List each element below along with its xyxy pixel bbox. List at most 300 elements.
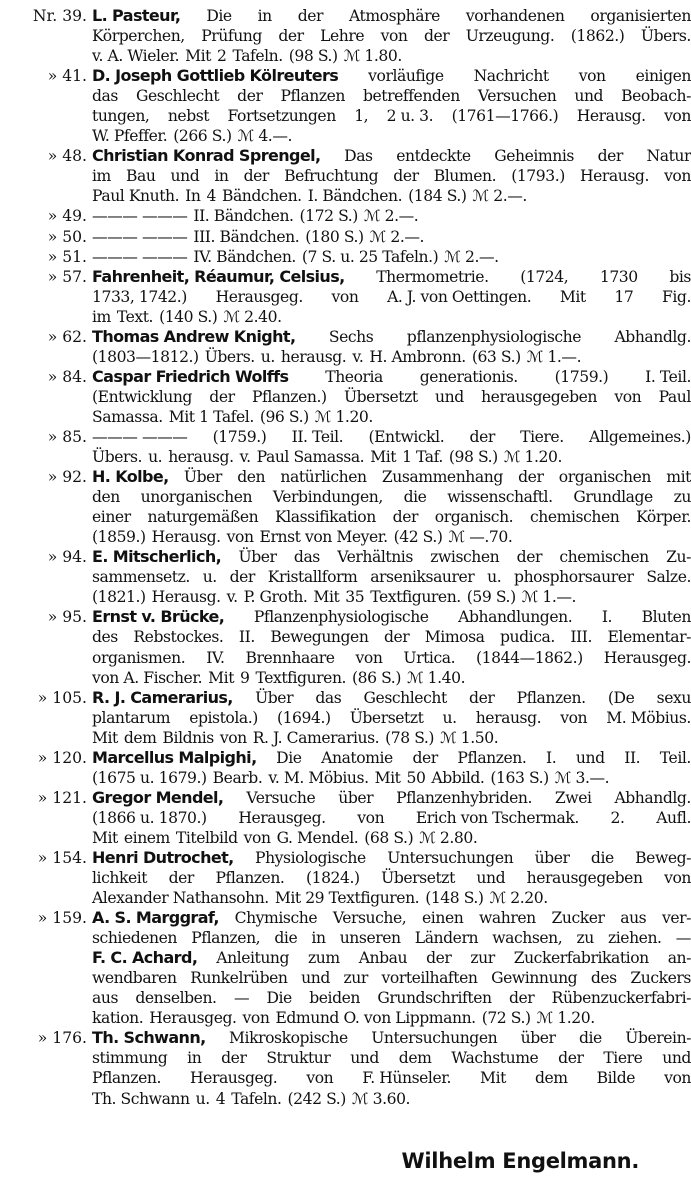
- entry-word: Zuckerfabrikation: [513, 949, 649, 968]
- author-name: Marcellus Malpighi,: [92, 747, 257, 767]
- entry-word: Untersuchungen: [387, 848, 514, 867]
- entry-word: unseren: [339, 929, 401, 948]
- entry-word: Übersetzt: [381, 869, 455, 888]
- author-name: E. Mitscherlich,: [92, 547, 222, 567]
- entry-word: aus: [620, 909, 647, 928]
- entry-word: 4: [206, 187, 216, 206]
- entry-number: » 121.: [37, 788, 87, 807]
- entry-word: herausg.: [280, 347, 347, 366]
- entry-word: der: [168, 869, 194, 888]
- entry-word: W. Pfeffer.: [92, 127, 168, 146]
- entry-word: in: [311, 929, 326, 948]
- entry-word: ℳ 1.40.: [406, 668, 466, 687]
- entry-word: Chymische: [234, 909, 318, 928]
- entry-word: (1759.): [212, 427, 267, 446]
- entry-number: » 95.: [47, 608, 87, 627]
- entry-line: [92, 788, 691, 808]
- entry-word: Übersetzt: [343, 387, 418, 406]
- entry-word: vorläufige: [368, 67, 444, 86]
- entry-word: Übersetzt: [349, 708, 424, 727]
- entry-word: Versuche: [246, 788, 316, 807]
- entry-word: Herausgeg.: [238, 808, 326, 827]
- entry-word: IV. Bändchen.: [193, 247, 296, 266]
- entry-word: der: [597, 147, 623, 166]
- entry-word: ℳ 2.—.: [363, 207, 419, 226]
- entry-word: Struktur: [266, 1049, 331, 1068]
- entry-word: Über: [255, 688, 294, 707]
- author-name: Fahrenheit, Réaumur, Celsius,: [92, 266, 345, 286]
- entry-word: III. Bändchen.: [193, 227, 300, 246]
- catalog-entry: [0, 146, 691, 206]
- entry-word: dem: [398, 1049, 432, 1068]
- entry-word: Grundlage: [573, 488, 653, 507]
- entry-word: wahren: [479, 909, 536, 928]
- entry-word: Körperchen,: [92, 27, 185, 46]
- entry-line: [92, 527, 691, 547]
- entry-word: I. Teil.: [645, 367, 691, 386]
- entry-word: ℳ 2.20.: [489, 889, 548, 908]
- entry-word: Gewinnung: [491, 969, 578, 988]
- entry-word: ℳ 2.—.: [369, 227, 425, 246]
- entry-word: vorhandenen: [465, 7, 565, 25]
- entry-word: Zucker: [551, 909, 605, 928]
- entry-number: » 159.: [37, 909, 87, 928]
- entry-word: und: [170, 167, 200, 186]
- entry-word: und: [435, 387, 464, 406]
- entry-word: Aufl.: [656, 808, 691, 827]
- entry-line: [92, 928, 691, 948]
- entry-line: [92, 587, 691, 607]
- entry-word: der: [508, 989, 535, 1008]
- entry-word: (Entwicklung: [92, 387, 192, 406]
- entry-line: [92, 26, 691, 46]
- entry-word: Samassa.: [92, 407, 163, 426]
- entry-word: über: [534, 848, 570, 867]
- entry-word: Klassifikation: [275, 508, 376, 527]
- catalog-page: [0, 6, 691, 1109]
- entry-word: Versuche,: [332, 909, 407, 928]
- entry-text: [92, 688, 691, 748]
- entry-line: [92, 1089, 691, 1109]
- entry-word: Edmund O. von Lippmann.: [275, 1009, 476, 1028]
- entry-word: von: [560, 708, 588, 727]
- entry-word: Lehre: [320, 27, 365, 46]
- entry-word: betreffenden: [362, 87, 460, 106]
- entry-word: der: [297, 7, 324, 25]
- entry-word: von: [664, 1069, 691, 1088]
- entry-number: » 105.: [37, 688, 87, 707]
- entry-word: ——— ———: [92, 227, 188, 246]
- entry-word: und: [575, 748, 605, 767]
- entry-word: Befruchtung: [284, 167, 379, 186]
- entry-word: organismen.: [92, 648, 186, 667]
- entry-word: Herausg.: [151, 588, 221, 607]
- entry-word: Herausgeg.: [149, 1009, 237, 1028]
- entry-word: 2: [216, 47, 227, 66]
- entry-word: v.: [239, 448, 251, 467]
- entry-word: Urzeugung.: [465, 27, 555, 46]
- catalog-entry-list: [0, 6, 691, 1109]
- entry-word: (7 S. u. 25 Tafeln.): [301, 247, 439, 266]
- entry-word: Ernst von Meyer.: [259, 528, 388, 547]
- entry-text: [92, 206, 691, 226]
- entry-word: I. Bändchen.: [307, 187, 403, 206]
- entry-line: [92, 267, 691, 287]
- catalog-entry: [0, 1028, 691, 1108]
- entry-word: (De: [607, 688, 635, 707]
- entry-word: arseniksaurer: [370, 568, 475, 587]
- entry-word: Mit: [559, 287, 586, 306]
- entry-text: [92, 66, 691, 146]
- entry-word: (72 S.): [481, 1009, 531, 1028]
- entry-word: zum: [308, 949, 340, 968]
- author-name: A. S. Marggraf,: [92, 908, 219, 928]
- publisher-imprint: Wilhelm Engelmann.: [401, 1149, 639, 1173]
- entry-word: herausgegeben: [481, 387, 597, 406]
- entry-word: chemischen: [559, 548, 649, 567]
- entry-word: tungen,: [92, 107, 150, 126]
- catalog-entry: [0, 367, 691, 427]
- entry-word: II.: [624, 748, 641, 767]
- entry-line: [92, 688, 691, 708]
- entry-word: der: [469, 688, 495, 707]
- entry-word: Herausg.: [579, 167, 649, 186]
- entry-line: [92, 748, 691, 768]
- entry-text: [92, 367, 691, 427]
- author-name: R. J. Camerarius,: [92, 687, 233, 707]
- entry-word: von: [664, 869, 691, 888]
- entry-word: (148 S.): [425, 889, 484, 908]
- entry-line: [92, 808, 691, 828]
- entry-line: [92, 1028, 691, 1048]
- entry-word: der: [278, 27, 304, 46]
- entry-word: Herausg.: [151, 528, 221, 547]
- entry-word: epistola.): [189, 708, 258, 727]
- entry-word: Über: [183, 468, 222, 487]
- author-name: Caspar Friedrich Wolffs: [92, 366, 289, 386]
- entry-text: [92, 848, 691, 908]
- entry-word: Mit 1 Tafel.: [168, 407, 254, 426]
- entry-word: Das: [344, 147, 373, 166]
- entry-word: Textfiguren.: [370, 588, 461, 607]
- author-name: Christian Konrad Sprengel,: [92, 146, 321, 166]
- entry-word: den: [237, 468, 266, 487]
- catalog-entry: [0, 908, 691, 1028]
- entry-word: Anleitung: [216, 949, 290, 968]
- entry-word: ℳ 1.20.: [536, 1009, 595, 1028]
- entry-word: (Entwickl.: [368, 427, 445, 446]
- entry-word: von: [243, 828, 271, 847]
- entry-word: (184 S.): [408, 187, 467, 206]
- entry-word: Urtica.: [403, 648, 456, 667]
- entry-word: beiden: [309, 989, 360, 1008]
- entry-line: [92, 1048, 691, 1068]
- entry-number: » 84.: [47, 367, 87, 386]
- entry-word: (59 S.): [466, 588, 516, 607]
- entry-word: einer: [92, 508, 131, 527]
- entry-word: Physiologische: [255, 848, 366, 867]
- entry-word: organischen: [558, 468, 652, 487]
- entry-word: und: [662, 1049, 691, 1068]
- entry-word: Grundschriften: [377, 989, 492, 1008]
- entry-number: » 154.: [37, 848, 87, 867]
- catalog-entry: [0, 547, 691, 607]
- entry-word: IV.: [206, 648, 225, 667]
- entry-word: von: [226, 528, 254, 547]
- entry-word: Natur: [646, 147, 691, 166]
- entry-word: wissenschaftl.: [447, 488, 553, 507]
- entry-word: Rebstockes.: [133, 628, 224, 647]
- entry-word: ver-: [661, 909, 691, 928]
- entry-line: [92, 46, 691, 66]
- entry-number: » 57.: [47, 267, 87, 286]
- entry-word: Herausgeg.: [190, 1069, 278, 1088]
- entry-number: » 85.: [47, 427, 87, 446]
- entry-word: der: [393, 167, 419, 186]
- entry-word: Elementar-: [607, 628, 691, 647]
- entry-line: [92, 146, 691, 166]
- entry-word: phosphorsaurer: [514, 568, 634, 587]
- entry-word: ℳ 1.50.: [440, 728, 499, 747]
- entry-word: (1724,: [520, 267, 569, 286]
- entry-word: Paul Knuth.: [92, 187, 180, 206]
- entry-word: Thermometrie.: [376, 267, 489, 286]
- catalog-entry: [0, 467, 691, 547]
- entry-word: der: [229, 568, 255, 587]
- entry-word: 50: [406, 768, 426, 787]
- entry-word: Mimosa: [424, 628, 485, 647]
- entry-word: (96 S.): [259, 407, 309, 426]
- entry-word: von: [331, 287, 359, 306]
- entry-word: v.: [226, 588, 238, 607]
- entry-word: (1761—1766.): [451, 107, 559, 126]
- entry-word: der: [423, 27, 450, 46]
- entry-word: Bau: [125, 167, 156, 186]
- entry-word: u.: [148, 448, 163, 467]
- entry-word: Nachricht: [473, 67, 549, 86]
- entry-word: (1862.): [570, 27, 625, 46]
- entry-word: ℳ —.70.: [448, 528, 513, 547]
- entry-word: Pflanzen: [280, 87, 345, 106]
- entry-word: zu: [673, 488, 691, 507]
- entry-word: (1824.): [305, 869, 360, 888]
- entry-word: Th. Schwann: [92, 1089, 190, 1108]
- entry-word: (1859.): [92, 528, 146, 547]
- entry-word: lichkeit: [92, 869, 148, 888]
- entry-word: Theoria: [325, 367, 383, 386]
- entry-word: 35: [345, 588, 365, 607]
- catalog-entry: [0, 748, 691, 788]
- entry-word: ——— ———: [92, 247, 188, 266]
- entry-number: » 62.: [47, 327, 87, 346]
- entry-word: einem: [123, 828, 170, 847]
- entry-text: [92, 247, 691, 267]
- entry-word: Mit: [208, 668, 235, 687]
- entry-word: Wachstume: [451, 1049, 539, 1068]
- entry-word: Pflanzen.: [516, 688, 586, 707]
- entry-word: der: [237, 87, 263, 106]
- entry-word: v. A. Wieler.: [92, 47, 180, 66]
- entry-word: ℳ 3.—.: [554, 768, 610, 787]
- entry-word: Anatomie: [321, 748, 393, 767]
- entry-word: im: [92, 307, 111, 326]
- entry-word: von A. Fischer.: [92, 668, 203, 687]
- entry-word: (1844—1862.): [476, 648, 583, 667]
- entry-word: Tiere.: [520, 427, 564, 446]
- entry-line: [92, 467, 691, 487]
- entry-word: des: [590, 969, 617, 988]
- entry-number: » 49.: [47, 207, 87, 226]
- entry-number: » 120.: [37, 748, 87, 767]
- entry-word: F. Hünseler.: [362, 1069, 452, 1088]
- entry-word: vorteilhaften: [381, 969, 478, 988]
- entry-word: v.: [352, 347, 364, 366]
- entry-word: P. Groth.: [243, 588, 308, 607]
- author-name: D. Joseph Gottlieb Kölreuters: [92, 66, 339, 86]
- entry-word: denselben.: [135, 989, 217, 1008]
- entry-word: ℳ 1.20.: [314, 407, 373, 426]
- entry-line: [92, 627, 691, 647]
- entry-word: dem: [534, 1069, 568, 1088]
- entry-number: Nr. 39.: [32, 7, 87, 25]
- entry-word: der: [392, 508, 418, 527]
- entry-word: Bewegungen: [270, 628, 369, 647]
- entry-word: die: [578, 1029, 602, 1048]
- entry-word: (140 S.): [159, 307, 218, 326]
- entry-word: von: [664, 167, 691, 186]
- entry-line: [92, 868, 691, 888]
- entry-word: v. M. Möbius.: [268, 768, 369, 787]
- catalog-entry: [0, 327, 691, 367]
- entry-word: (1803—1812.): [92, 347, 199, 366]
- entry-word: (78 S.): [385, 728, 435, 747]
- entry-word: Abbild.: [431, 768, 485, 787]
- entry-word: Herausgeg.: [215, 287, 303, 306]
- entry-word: des: [92, 628, 118, 647]
- entry-word: das: [315, 688, 342, 707]
- entry-word: in: [187, 1049, 202, 1068]
- entry-word: Atmosphäre: [348, 7, 440, 25]
- entry-word: Herausgeg.: [603, 648, 691, 667]
- entry-word: die: [590, 848, 614, 867]
- entry-line: [92, 126, 691, 146]
- entry-word: Kristallform: [267, 568, 358, 587]
- entry-line: [92, 888, 691, 908]
- entry-word: Mit: [374, 768, 401, 787]
- entry-word: ℳ 2.—.: [472, 187, 527, 206]
- entry-word: 1730: [599, 267, 638, 286]
- entry-word: Mit: [480, 1069, 506, 1088]
- entry-word: pudica.: [500, 628, 555, 647]
- entry-word: 1,: [354, 107, 369, 126]
- entry-word: III.: [570, 628, 592, 647]
- author-name: Thomas Andrew Knight,: [92, 326, 296, 346]
- entry-word: Mit: [313, 588, 340, 607]
- entry-word: Mit: [370, 448, 397, 467]
- entry-line: [92, 287, 691, 307]
- entry-word: Untersuchungen: [371, 1029, 498, 1048]
- entry-word: von: [664, 107, 691, 126]
- entry-word: 17: [614, 287, 634, 306]
- entry-word: Alexander Nathansohn.: [92, 889, 269, 908]
- entry-text: [92, 146, 691, 206]
- entry-line: [92, 206, 691, 226]
- entry-word: ℳ 1.80.: [343, 47, 402, 66]
- entry-word: (98 S.): [448, 448, 498, 467]
- entry-number: » 50.: [47, 227, 87, 246]
- entry-word: ℳ 2.80.: [419, 828, 478, 847]
- entry-text: [92, 327, 691, 367]
- entry-word: Pflanzen.): [251, 387, 327, 406]
- entry-word: (266 S.): [173, 127, 232, 146]
- entry-word: (1675 u. 1679.): [92, 768, 207, 787]
- entry-word: der: [469, 427, 495, 446]
- entry-line: [92, 828, 691, 848]
- entry-word: M. Möbius.: [606, 708, 691, 727]
- entry-word: (172 S.): [299, 207, 358, 226]
- entry-word: herausgegeben: [526, 869, 643, 888]
- entry-word: u.: [442, 708, 457, 727]
- entry-word: Tafeln.: [231, 1089, 282, 1108]
- entry-text: [92, 748, 691, 788]
- entry-word: H. Ambronn.: [369, 347, 466, 366]
- entry-line: [92, 66, 691, 86]
- entry-word: (1759.): [554, 367, 609, 386]
- entry-number: » 92.: [47, 468, 87, 487]
- author-name: F. C. Achard,: [92, 948, 198, 968]
- entry-word: (1866 u. 1870.): [92, 808, 207, 827]
- author-name: Gregor Mendel,: [92, 787, 224, 807]
- entry-word: ℳ 2.40.: [223, 307, 282, 326]
- entry-word: Versuchen: [477, 87, 557, 106]
- entry-line: [92, 708, 691, 728]
- entry-line: [92, 908, 691, 928]
- entry-word: Blumen.: [433, 167, 497, 186]
- entry-word: 1 Taf.: [402, 448, 443, 467]
- entry-word: Text.: [116, 307, 154, 326]
- author-name: H. Kolbe,: [92, 467, 169, 487]
- entry-word: Mikroskopische: [229, 1029, 348, 1048]
- entry-line: [92, 948, 691, 968]
- entry-word: ℳ 3.60.: [351, 1089, 411, 1108]
- entry-word: (163 S.): [490, 768, 549, 787]
- entry-word: natürlichen: [280, 468, 367, 487]
- entry-line: [92, 307, 691, 327]
- entry-line: [92, 507, 691, 527]
- catalog-entry: [0, 688, 691, 748]
- entry-word: Allgemeines.): [589, 427, 691, 446]
- entry-word: Verbindungen,: [272, 488, 383, 507]
- entry-word: II.: [238, 628, 255, 647]
- entry-word: die: [403, 488, 427, 507]
- entry-word: Runkelrüben: [190, 969, 288, 988]
- entry-word: Teil.: [659, 748, 691, 767]
- entry-word: herausg.: [168, 448, 234, 467]
- entry-text: [92, 227, 691, 247]
- entry-word: Brennhaare: [245, 648, 335, 667]
- entry-word: wachsen,: [492, 929, 563, 948]
- entry-word: in: [214, 167, 229, 186]
- entry-word: ℳ 1.—.: [521, 588, 577, 607]
- entry-word: —: [233, 989, 250, 1008]
- entry-word: von: [578, 67, 606, 86]
- entry-word: Sechs: [328, 327, 374, 346]
- entry-word: der: [412, 748, 438, 767]
- entry-word: Die: [206, 7, 232, 25]
- entry-word: Mit 29 Textfiguren.: [274, 889, 420, 908]
- entry-text: [92, 427, 691, 467]
- entry-word: Übers.: [92, 448, 143, 467]
